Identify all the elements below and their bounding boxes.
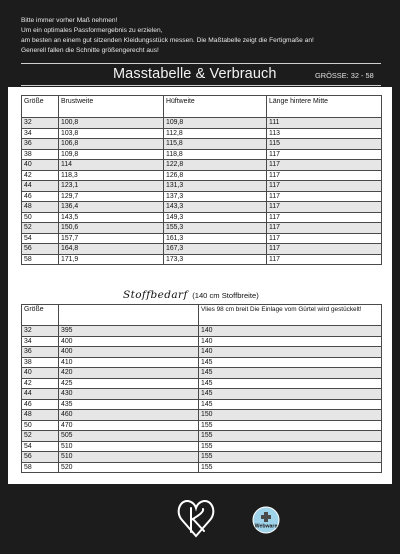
table-cell: 520 xyxy=(59,462,199,473)
table-cell: 46 xyxy=(22,191,59,202)
size-range: GRÖSSE: 32 - 58 xyxy=(315,71,374,80)
table-cell: 117 xyxy=(267,202,382,213)
table-cell: 505 xyxy=(59,431,199,442)
page-title: Masstabelle & Verbrauch xyxy=(113,66,277,82)
table-cell: 36 xyxy=(22,139,59,150)
table-cell: 117 xyxy=(267,233,382,244)
mass-table-body xyxy=(22,118,382,265)
table-row xyxy=(22,244,382,255)
table-cell: 54 xyxy=(22,441,59,452)
table-cell: 140 xyxy=(199,326,382,337)
table-cell: 150,6 xyxy=(59,223,164,234)
intro-line: Um ein optimales Passformergebnis zu erzielen, xyxy=(21,27,163,34)
table-row xyxy=(22,399,382,410)
table-cell: 48 xyxy=(22,410,59,421)
table-cell: 136,4 xyxy=(59,202,164,213)
table-cell: 140 xyxy=(199,347,382,358)
table-cell: 129,7 xyxy=(59,191,164,202)
table-row xyxy=(22,431,382,442)
table-cell: 157,7 xyxy=(59,233,164,244)
column-header: Hüftweite xyxy=(164,96,267,118)
column-header: Größe xyxy=(22,96,59,118)
table-cell: 56 xyxy=(22,244,59,255)
table-cell: 420 xyxy=(59,368,199,379)
stoffbedarf-table xyxy=(21,304,382,473)
table-header-row xyxy=(22,305,382,326)
table-row xyxy=(22,462,382,473)
table-cell: 150 xyxy=(199,410,382,421)
table-cell: 510 xyxy=(59,441,199,452)
table-cell: 155 xyxy=(199,452,382,463)
table-cell: 155 xyxy=(199,441,382,452)
table-cell: 32 xyxy=(22,118,59,129)
table-row xyxy=(22,160,382,171)
table-row xyxy=(22,128,382,139)
table-row xyxy=(22,118,382,129)
column-header-label: Vlies 98 cm breit Die Einlage vom Gürtel wird gestückelt! xyxy=(201,306,362,313)
table-row xyxy=(22,452,382,463)
table-cell: 58 xyxy=(22,462,59,473)
table-row xyxy=(22,326,382,337)
table-cell: 400 xyxy=(59,336,199,347)
table-row xyxy=(22,191,382,202)
table-cell: 113 xyxy=(267,128,382,139)
table-cell: 38 xyxy=(22,149,59,160)
table-cell: 42 xyxy=(22,170,59,181)
table-cell: 145 xyxy=(199,389,382,400)
table-cell: 126,8 xyxy=(164,170,267,181)
table-cell: 54 xyxy=(22,233,59,244)
stoffbedarf-heading xyxy=(123,285,259,303)
table-cell: 167,3 xyxy=(164,244,267,255)
mass-table xyxy=(21,95,382,265)
table-cell: 400 xyxy=(59,347,199,358)
table-cell: 131,3 xyxy=(164,181,267,192)
table-row xyxy=(22,441,382,452)
table-cell: 117 xyxy=(267,244,382,255)
table-row xyxy=(22,170,382,181)
table-cell: 155 xyxy=(199,431,382,442)
table-row xyxy=(22,212,382,223)
table-cell: 117 xyxy=(267,191,382,202)
table-cell: 155,3 xyxy=(164,223,267,234)
table-cell: 36 xyxy=(22,347,59,358)
table-cell: 145 xyxy=(199,368,382,379)
heart-k-logo xyxy=(176,496,216,540)
table-cell: 117 xyxy=(267,212,382,223)
table-cell: 430 xyxy=(59,389,199,400)
table-cell: 52 xyxy=(22,223,59,234)
intro-text xyxy=(21,16,391,56)
table-cell: 470 xyxy=(59,420,199,431)
table-cell: 100,8 xyxy=(59,118,164,129)
table-cell: 34 xyxy=(22,128,59,139)
table-cell: 117 xyxy=(267,160,382,171)
stoffbedarf-note: (140 cm Stoffbreite) xyxy=(192,291,259,300)
table-cell: 117 xyxy=(267,170,382,181)
table-row xyxy=(22,347,382,358)
table-cell: 145 xyxy=(199,357,382,368)
table-cell: 117 xyxy=(267,254,382,265)
table-cell: 122,8 xyxy=(164,160,267,171)
table-cell: 123,1 xyxy=(59,181,164,192)
table-cell: 44 xyxy=(22,181,59,192)
table-cell: 155 xyxy=(199,420,382,431)
table-cell: 171,9 xyxy=(59,254,164,265)
table-cell: 155 xyxy=(199,462,382,473)
table-cell: 410 xyxy=(59,357,199,368)
table-cell: 115 xyxy=(267,139,382,150)
table-row xyxy=(22,389,382,400)
table-row xyxy=(22,336,382,347)
table-row xyxy=(22,410,382,421)
table-cell: 164,8 xyxy=(59,244,164,255)
table-cell: 140 xyxy=(199,336,382,347)
content-sheet xyxy=(8,87,392,484)
intro-line: Bitte immer vorher Maß nehmen! xyxy=(21,17,118,24)
table-cell: 435 xyxy=(59,399,199,410)
table-cell: 118,8 xyxy=(164,149,267,160)
table-row xyxy=(22,149,382,160)
column-header: Brustweite xyxy=(59,96,164,118)
table-row xyxy=(22,254,382,265)
table-cell: 114 xyxy=(59,160,164,171)
table-cell: 58 xyxy=(22,254,59,265)
table-cell: 112,8 xyxy=(164,128,267,139)
column-header xyxy=(199,305,382,326)
table-cell: 117 xyxy=(267,223,382,234)
table-row xyxy=(22,181,382,192)
table-cell: 56 xyxy=(22,452,59,463)
table-cell: 161,3 xyxy=(164,233,267,244)
table-cell: 145 xyxy=(199,399,382,410)
table-cell: 109,8 xyxy=(59,149,164,160)
table-cell: 50 xyxy=(22,420,59,431)
table-cell: 143,5 xyxy=(59,212,164,223)
table-cell: 44 xyxy=(22,389,59,400)
table-row xyxy=(22,233,382,244)
table-cell: 106,8 xyxy=(59,139,164,150)
table-row xyxy=(22,378,382,389)
table-cell: 40 xyxy=(22,160,59,171)
table-row xyxy=(22,202,382,213)
table-cell: 40 xyxy=(22,368,59,379)
table-cell: 38 xyxy=(22,357,59,368)
badge-label: Webware xyxy=(254,523,278,530)
table-cell: 117 xyxy=(267,149,382,160)
table-cell: 137,3 xyxy=(164,191,267,202)
table-cell: 145 xyxy=(199,378,382,389)
column-header xyxy=(59,305,199,326)
intro-line: am besten an einem gut sitzenden Kleidungsstück messen. Die Maßtabelle zeigt die Fertigmaße an! xyxy=(21,37,314,44)
table-cell: 149,3 xyxy=(164,212,267,223)
table-row xyxy=(22,357,382,368)
column-header xyxy=(267,96,382,118)
table-cell: 109,8 xyxy=(164,118,267,129)
table-cell: 50 xyxy=(22,212,59,223)
table-cell: 46 xyxy=(22,399,59,410)
webware-badge-icon xyxy=(252,506,280,534)
table-cell: 111 xyxy=(267,118,382,129)
table-row xyxy=(22,139,382,150)
table-header-row xyxy=(22,96,382,118)
table-cell: 395 xyxy=(59,326,199,337)
header-rule-top xyxy=(21,63,381,64)
table-cell: 103,8 xyxy=(59,128,164,139)
table-cell: 118,3 xyxy=(59,170,164,181)
table-cell: 115,8 xyxy=(164,139,267,150)
table-cell: 32 xyxy=(22,326,59,337)
table-cell: 34 xyxy=(22,336,59,347)
table-cell: 117 xyxy=(267,181,382,192)
table-row xyxy=(22,368,382,379)
table-cell: 425 xyxy=(59,378,199,389)
stoffbedarf-table-body xyxy=(22,326,382,473)
table-cell: 143,3 xyxy=(164,202,267,213)
table-row xyxy=(22,223,382,234)
table-cell: 510 xyxy=(59,452,199,463)
column-header-label: Länge hintere Mitte xyxy=(269,98,328,105)
table-cell: 460 xyxy=(59,410,199,421)
table-cell: 48 xyxy=(22,202,59,213)
table-cell: 52 xyxy=(22,431,59,442)
column-header: Größe xyxy=(22,305,59,326)
table-cell: 42 xyxy=(22,378,59,389)
intro-line: Generell fallen die Schnitte größengerecht aus! xyxy=(21,47,159,54)
table-row xyxy=(22,420,382,431)
stoffbedarf-title: Stoffbedarf xyxy=(123,289,188,301)
table-cell: 173,3 xyxy=(164,254,267,265)
header-rule-bottom xyxy=(21,85,381,86)
